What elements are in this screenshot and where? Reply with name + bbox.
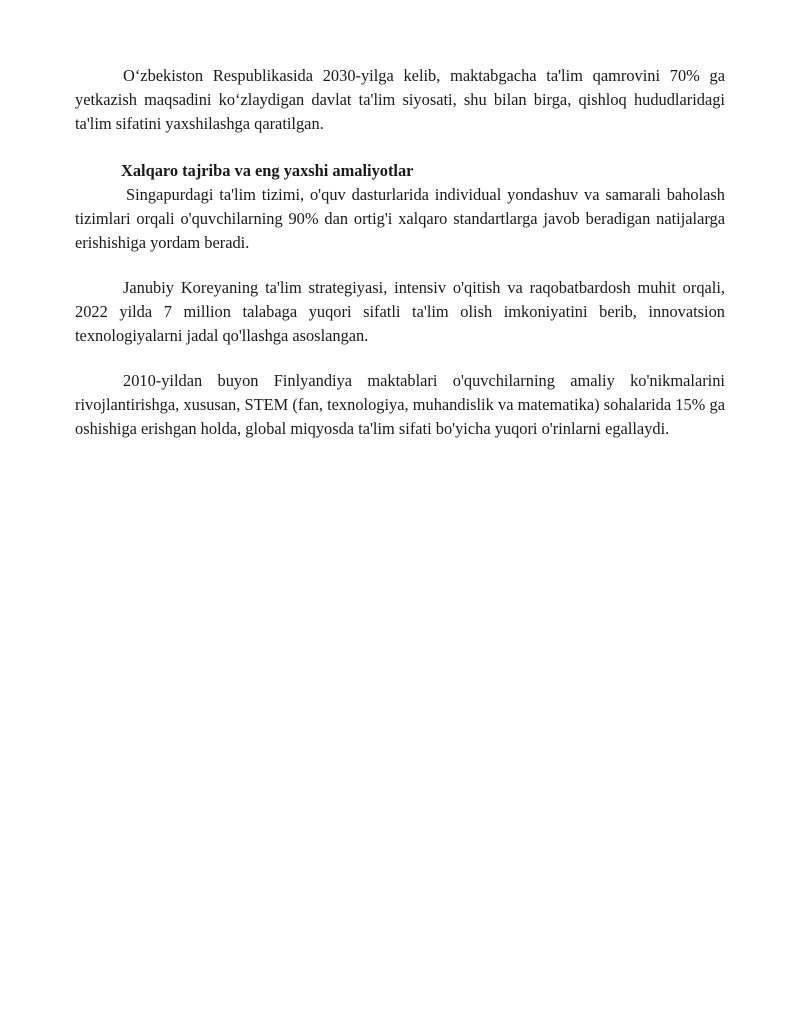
intro-paragraph: O‘zbekiston Respublikasida 2030-yilga kelib, maktabgacha ta'lim qamrovini 70% ga yetkazish maqsadini ko‘zlaydigan davlat ta'lim siyosati, shu bilan birga, qishloq hududlaridagi ta'lim sifatini yaxshilashga qaratilgan. bbox=[75, 66, 725, 133]
document-page bbox=[75, 64, 725, 441]
paragraph-korea: Janubiy Koreyaning ta'lim strategiyasi, intensiv o'qitish va raqobatbardosh muhit orqali, 2022 yilda 7 million talabaga yuqori sifatli ta'lim olish imkoniyatini berib, innovatsion texnologiyalarni jadal qo'llashga asoslangan. bbox=[75, 278, 725, 345]
section-heading: Xalqaro tajriba va eng yaxshi amaliyotlar bbox=[121, 161, 414, 180]
paragraph-finland: 2010-yildan buyon Finlyandiya maktablari o'quvchilarning amaliy ko'nikmalarini rivojlantirishga, xususan, STEM (fan, texnologiya, muhandislik va matematika) sohalarida 15% ga oshishiga erishgan holda, global miqyosda ta'lim sifati bo'yicha yuqori o'rinlarni egallaydi. bbox=[75, 371, 725, 438]
paragraph-singapore: Singapurdagi ta'lim tizimi, o'quv dasturlarida individual yondashuv va samarali baholash tizimlari orqali o'quvchilarning 90% dan ortig'i xalqaro standartlarga javob beradigan natijalarga erishishiga yordam beradi. bbox=[75, 185, 725, 252]
